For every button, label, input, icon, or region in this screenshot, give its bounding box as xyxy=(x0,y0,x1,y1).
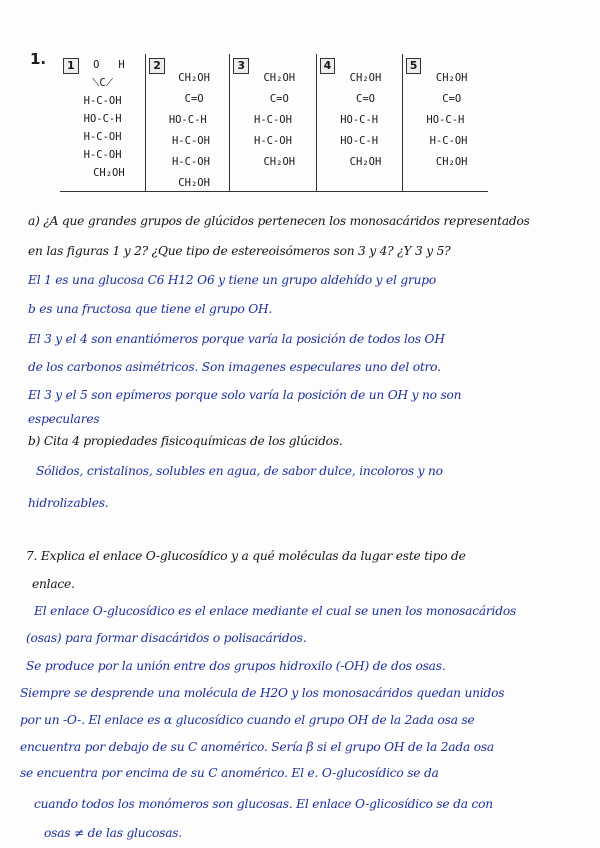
molecule-line: ⟍C⟋ xyxy=(79,77,126,89)
answer-line: El enlace O-glucosídico es el enlace mediante el cual se unen los monosacáridos xyxy=(34,604,517,618)
molecule-4-structure xyxy=(317,68,402,173)
molecule-line: CH₂OH xyxy=(337,156,382,168)
molecule-line: CH₂OH xyxy=(165,177,210,189)
question-line: enlace. xyxy=(32,577,75,591)
answer-line: encuentra por debajo de su C anomérico. Sería β si el grupo OH de la 2ada osa xyxy=(20,740,494,754)
molecule-line: H-C-OH xyxy=(83,131,122,143)
molecule-4-number: 4 xyxy=(320,58,336,74)
question-line: en las figuras 1 y 2? ¿Que tipo de estereoisómeros son 3 y 4? ¿Y 3 y 5? xyxy=(28,244,451,258)
molecule-2-structure xyxy=(146,68,229,194)
question-line: a) ¿A que grandes grupos de glúcidos pertenecen los monosacáridos representados xyxy=(28,214,530,228)
molecule-5-cell xyxy=(402,54,488,192)
answer-line: Siempre se desprende una molécula de H2O y los monosacáridos quedan unidos xyxy=(20,686,505,700)
question-line: b) Cita 4 propiedades fisicoquímicas de los glúcidos. xyxy=(28,434,343,448)
answer-line: (osas) para formar disacáridos o polisacáridos. xyxy=(26,631,307,645)
molecule-line: CH₂OH xyxy=(337,72,382,84)
molecule-1-number: 1 xyxy=(63,58,79,74)
molecule-line: CH₂OH xyxy=(423,156,468,168)
molecule-line: C=O xyxy=(343,93,375,105)
molecule-line: CH₂OH xyxy=(423,72,468,84)
answer-line: El 1 es una glucosa C6 H12 O6 y tiene un grupo aldehído y el grupo xyxy=(28,273,437,287)
answer-line: El 3 y el 4 son enantiómeros porque varía la posición de todos los OH xyxy=(28,332,445,346)
molecule-line: CH₂OH xyxy=(80,167,125,179)
molecule-line: CH₂OH xyxy=(250,156,296,168)
answer-line: cuando todos los monómeros son glucosas. El enlace O-glicosídico se da con xyxy=(34,797,493,811)
answer-line: por un -O-. El enlace es α glucosídico cuando el grupo OH de la 2ada osa se xyxy=(20,713,475,727)
molecule-line: H-C-OH xyxy=(83,149,122,161)
molecule-line: HO-C-H xyxy=(426,114,465,126)
molecule-line: O H xyxy=(80,59,125,71)
answer-line: b es una fructosa que tiene el grupo OH. xyxy=(28,302,273,316)
molecule-line: HO-C-H xyxy=(168,114,207,126)
molecule-line: C=O xyxy=(429,93,462,105)
molecule-line: H-C-OH xyxy=(254,135,292,147)
molecule-3-number: 3 xyxy=(233,58,249,74)
molecule-line: H-C-OH xyxy=(254,114,292,126)
molecule-4-cell xyxy=(316,54,402,192)
molecule-line: H-C-OH xyxy=(165,156,210,168)
molecule-5-structure xyxy=(403,68,488,173)
molecule-1-structure xyxy=(60,56,145,182)
molecule-1-cell xyxy=(60,54,146,192)
molecule-line: CH₂OH xyxy=(250,72,296,84)
answer-line: osas ≠ de las glucosas. xyxy=(44,826,183,840)
question-number: 1. xyxy=(30,50,47,68)
molecule-line: H-C-OH xyxy=(83,95,122,107)
molecule-line: H-C-OH xyxy=(165,135,210,147)
molecule-line: HO-C-H xyxy=(340,114,379,126)
answer-line: de los carbonos asimétricos. Son imagenes especulares uno del otro. xyxy=(28,360,441,374)
molecule-2-cell xyxy=(146,54,230,192)
molecule-3-structure xyxy=(230,68,315,173)
answer-line: Sólidos, cristalinos, solubles en agua, de sabor dulce, incoloros y no xyxy=(36,464,443,478)
molecule-line: CH₂OH xyxy=(165,72,210,84)
answer-line: Se produce por la unión entre dos grupos hidroxilo (-OH) de dos osas. xyxy=(26,659,446,673)
molecule-3-cell xyxy=(230,54,316,192)
answer-line: especulares xyxy=(28,412,100,426)
molecule-table xyxy=(60,54,488,192)
answer-line: se encuentra por encima de su C anomérico. El e. O-glucosídico se da xyxy=(20,766,439,780)
molecule-line: C=O xyxy=(257,93,289,105)
molecule-line: HO-C-H xyxy=(83,113,122,125)
molecule-line: H-C-OH xyxy=(423,135,468,147)
answer-line: hidrolizables. xyxy=(28,496,109,510)
molecule-line: C=O xyxy=(171,93,204,105)
molecule-line: HO-C-H xyxy=(340,135,379,147)
molecule-5-number: 5 xyxy=(406,58,422,74)
question-line: 7. Explica el enlace O-glucosídico y a qué moléculas da lugar este tipo de xyxy=(26,549,466,563)
molecule-2-number: 2 xyxy=(149,58,165,74)
answer-line: El 3 y el 5 son epímeros porque solo varía la posición de un OH y no son xyxy=(28,388,462,402)
